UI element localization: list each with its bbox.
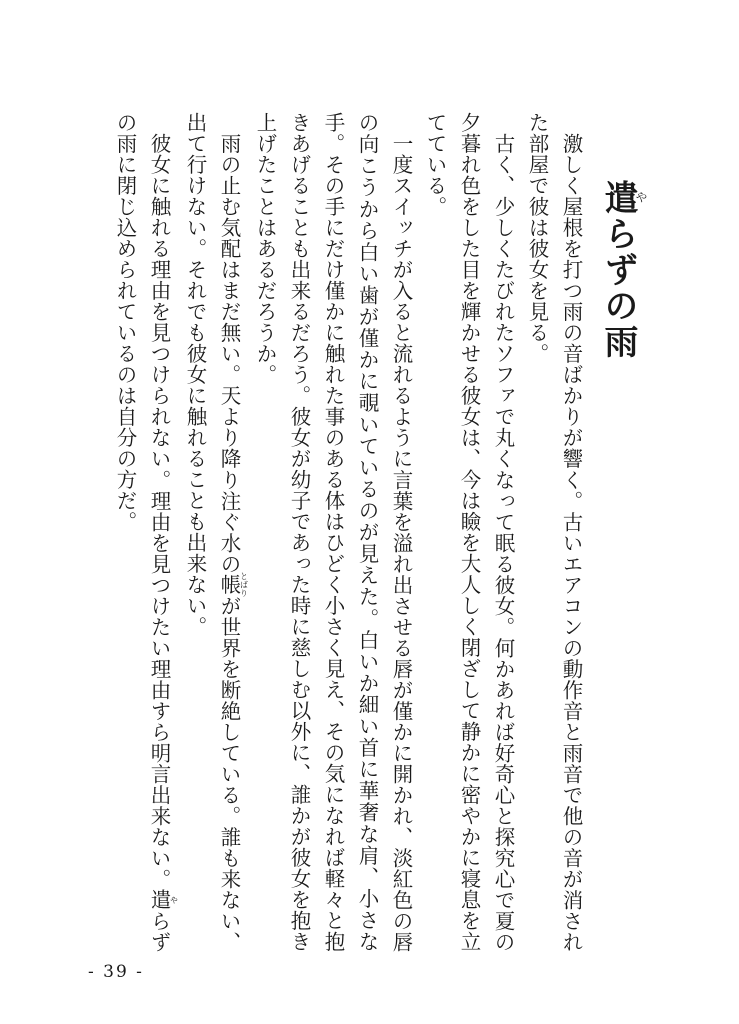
paragraph-4-ruby bbox=[217, 571, 249, 598]
title-ruby bbox=[598, 180, 648, 216]
paragraph-5-ruby bbox=[147, 888, 179, 910]
paragraph-3 bbox=[248, 112, 418, 952]
paragraph-5-text-before: 彼女に触れる理由を見つけられない。理由を見つけたい理由すら明言出来ない。 bbox=[147, 132, 171, 889]
paragraph-5-ruby-base: 遣 bbox=[147, 888, 171, 910]
page-title bbox=[598, 180, 647, 360]
paragraph-4-ruby-base: 帳 bbox=[217, 571, 241, 598]
paragraph-2-text: 古く、少しくたびれたソファで丸くなって眠る彼女。何かあれば好奇心と探究心で夏の夕暮れ色をした目を輝かせる彼女は、今は瞼を大人しく閉ざして静かに密やかに寝息を立てている。 bbox=[423, 112, 515, 952]
paragraph-4-text-after: が世界を断絶している。誰も来ない、出て行けない。それでも彼女に触れることも出来ない。 bbox=[183, 112, 241, 953]
paragraph-1 bbox=[520, 112, 588, 952]
paragraph-1-text: 激しく屋根を打つ雨の音ばかりが響く。古いエアコンの動作音と雨音で他の音が消された部屋で彼は彼女を見る。 bbox=[525, 112, 583, 953]
paragraph-5 bbox=[108, 112, 178, 952]
story-body bbox=[113, 112, 588, 953]
paragraph-5-text-after: らずの雨に閉じ込められているのは自分の方だ。 bbox=[113, 112, 171, 953]
paragraph-3-text: 一度スイッチが入ると流れるように言葉を溢れ出させる唇が僅かに開かれ、淡紅色の唇の向こうから白い歯が僅かに覗いているのが見えた。白いか細い首に華奢な肩、小さな手。その手にだけ僅かに触れた事のある体はひどく小さく見え、その気になれば軽々と抱きあげることも出来るだろう。彼女が幼子であった時に慈しむ以外に、誰かが彼女を抱き上げたことはあるだろうか。 bbox=[253, 112, 413, 952]
paragraph-5-ruby-reading: や bbox=[169, 888, 179, 910]
paragraph-4-text-before: 雨の止む気配はまだ無い。天より降り注ぐ水の bbox=[217, 132, 241, 574]
paragraph-4-ruby-reading: とばり bbox=[239, 571, 249, 598]
page-number: - 39 - bbox=[88, 962, 144, 982]
title-ruby-base: 遣 bbox=[598, 180, 638, 216]
paragraph-4 bbox=[178, 112, 248, 952]
title-rest: らずの雨 bbox=[598, 216, 638, 360]
title-ruby-reading: や bbox=[634, 180, 648, 216]
paragraph-2 bbox=[418, 112, 520, 952]
